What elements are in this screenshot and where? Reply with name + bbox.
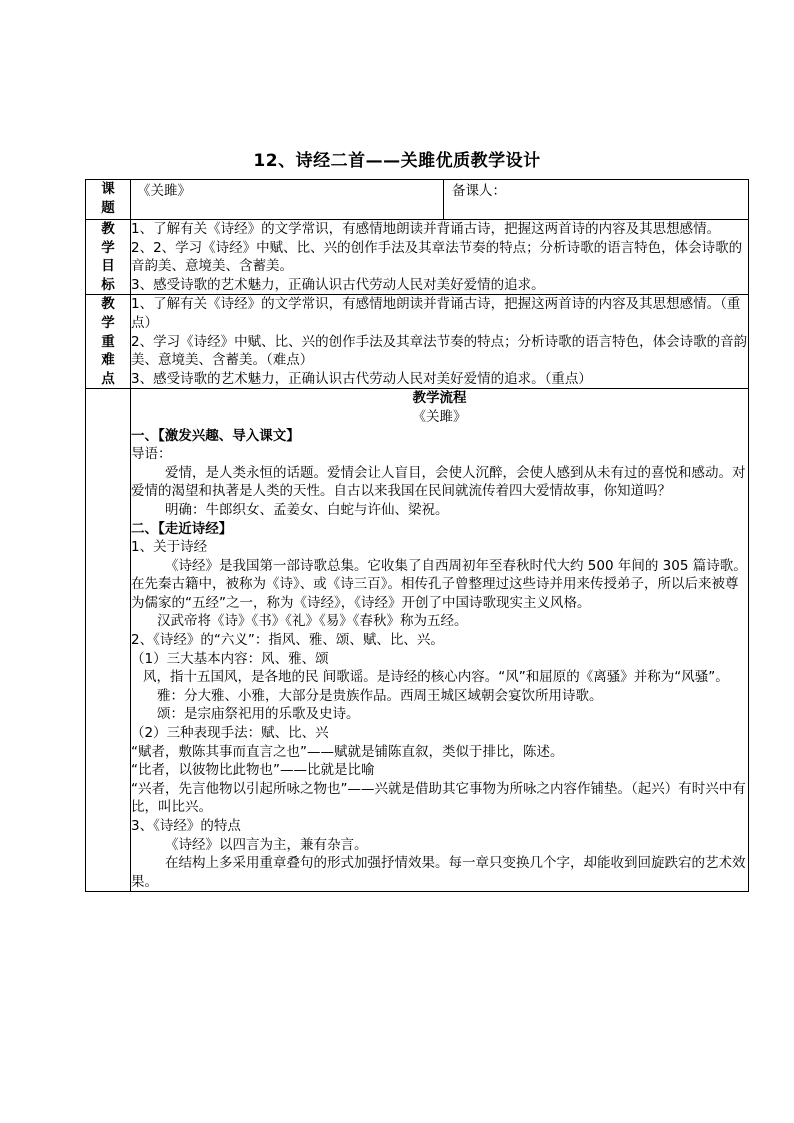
section1-title: 一、【激发兴趣、导入课文】 [131,427,300,444]
section2-title: 二、【走近诗经】 [131,520,233,537]
course-name: 《关雎》 [131,180,444,219]
key-points-row [86,295,749,389]
sub3-line2: 在结构上多采用重章叠句的形式加强抒情效果。每一章只变换几个字，却能收到回旋跌宕的艺术效果。 [131,855,746,890]
objective-item: 3、感受诗歌的艺术魅力，正确认识古代劳动人民对美好爱情的追求。 [131,276,545,293]
flow-heading: 教学流程 [412,390,467,407]
key-point-item: 3、感受诗歌的艺术魅力，正确认识古代劳动人民对美好爱情的追求。（重点） [131,370,592,387]
lesson-plan-table [85,179,749,892]
course-row [86,180,749,220]
song-line: 颂：是宗庙祭祀用的乐歌及史诗。 [157,706,360,723]
key-points-content [131,295,749,389]
intro-answer: 明确：牛郎织女、孟姜女、白蛇与许仙、梁祝。 [165,501,449,518]
objectives-content [131,220,749,295]
objectives-label: 教 学 目 标 [86,220,131,295]
flow-label-cell [86,389,131,892]
sub2-part1: （1）三大基本内容：风、雅、颂 [131,650,329,667]
sub1-paragraph: 《诗经》是我国第一部诗歌总集。它收集了自西周初年至春秋时代大约 500 年间的 305 篇诗歌。在先秦古籍中，被称为《诗》、或《诗三百》。相传孔子曾整理过这些诗并用来传授弟子，所以后来被尊为儒家的“五经”之一，称为《诗经》，《诗经》开创了中国诗歌现实主义风格。 [131,557,747,611]
flow-row [86,389,749,892]
page-title: 12、诗经二首——关雎优质教学设计 [253,151,541,171]
intro-paragraph: 爱情，是人类永恒的话题。爱情会让人盲目，会使人沉醉，会使人感到从未有过的喜悦和感动。对爱情的渴望和执著是人类的天性。自古以来我国在民间就流传着四大爱情故事，你知道吗？ [131,464,746,500]
key-points-label: 教 学 重 难 点 [86,295,131,389]
ya-line: 雅：分大雅、小雅，大部分是贵族作品。西周王城区域朝会宴饮所用诗歌。 [157,687,603,704]
sub1-note: 汉武帝将《诗》《书》《礼》《易》《春秋》称为五经。 [157,613,468,630]
key-point-item: 2、学习《诗经》中赋、比、兴的创作手法及其章法节奏的特点；分析诗歌的语言特色，体会诗歌的音韵美、意境美、含蓄美。（难点） [131,333,748,369]
sub3-line1: 《诗经》以四言为主，兼有杂言。 [165,836,368,853]
key-point-item: 1、了解有关《诗经》的文学常识，有感情地朗读并背诵古诗，把握这两首诗的内容及其思想感情。（重点） [131,296,741,331]
preparer-field: 备课人： [452,183,506,199]
flow-subheading: 《关雎》 [412,408,467,425]
sub2-part2: （2）三种表现手法：赋、比、兴 [131,725,329,742]
fu-line: “赋者，敷陈其事而直言之也”——赋就是铺陈直叙，类似于排比，陈述。 [131,743,564,760]
objective-item: 1、了解有关《诗经》的文学常识，有感情地朗读并背诵古诗，把握这两首诗的内容及其思想感情。 [131,221,721,237]
flow-content [131,389,749,892]
objectives-row [86,220,749,295]
course-label: 课 题 [86,180,131,220]
objective-item: 2、2、学习《诗经》中赋、比、兴的创作手法及其章法节奏的特点；分析诗歌的语言特色，体会诗歌的音韵美、意境美、含蓄美。 [131,239,743,275]
xing-line: “兴者，先言他物以引起所咏之物也”——兴就是借助其它事物为所咏之内容作铺垫。（起兴）有时兴中有比，叫比兴。 [131,780,746,816]
sub3-title: 3、《诗经》的特点 [131,818,241,834]
feng-paragraph: 风，指十五国风，是各地的民 间歌谣。是诗经的核心内容。“风”和屈原的《离骚》并称为“风骚”。 [143,669,729,686]
bi-line: “比者，以彼物比此物也”——比就是比喻 [131,762,375,779]
sub2-title: 2、《诗经》的“六义”：指风、雅、颂、赋、比、兴。 [131,632,444,649]
sub1-title: 1、关于诗经 [131,539,208,556]
course-cell [131,180,749,220]
intro-label: 导语： [131,446,172,463]
